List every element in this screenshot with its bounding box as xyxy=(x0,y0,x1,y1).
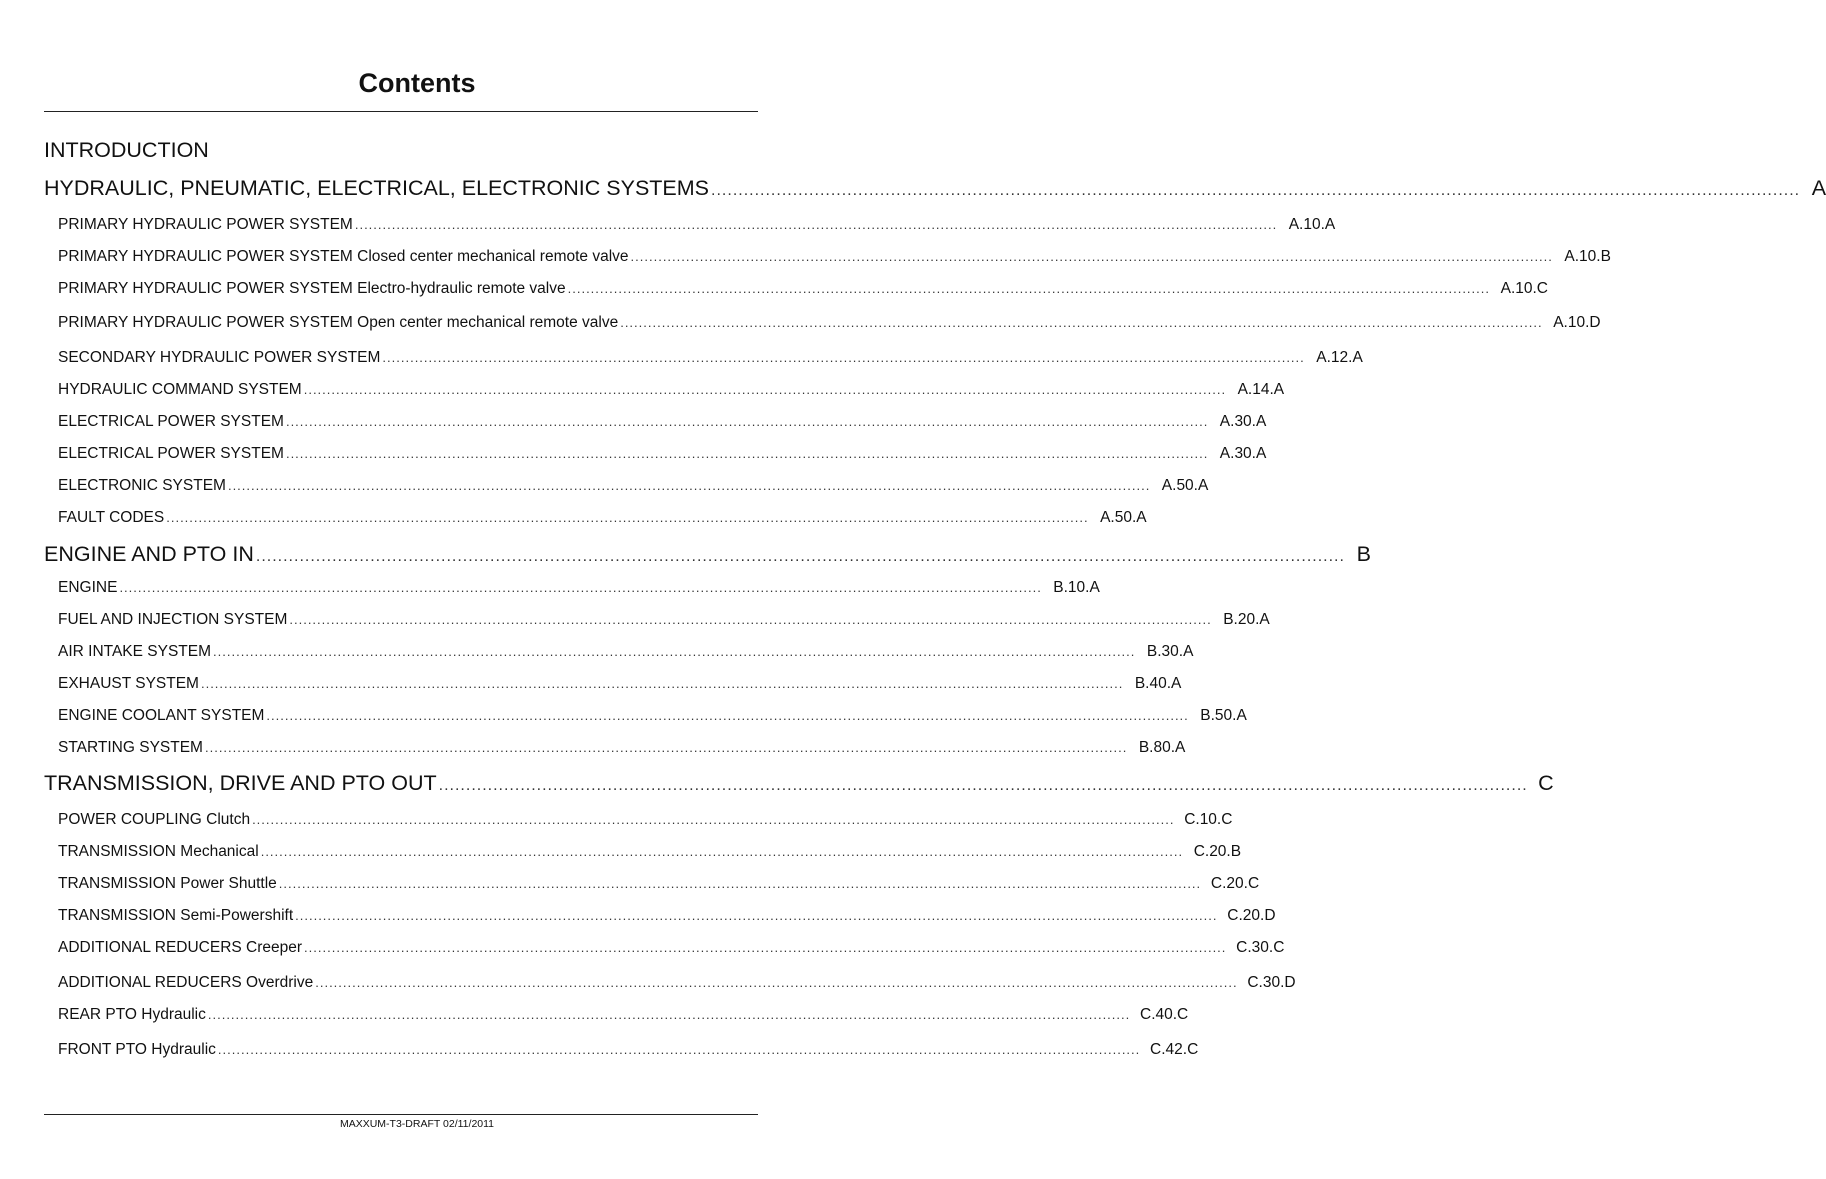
dot-leader: ........................................................................................................................................................................................................ xyxy=(303,382,1227,397)
dot-leader: ........................................................................................................................................................................................................ xyxy=(260,844,1184,859)
page-title: Contents xyxy=(358,68,476,98)
toc-entry-page: C.30.D xyxy=(1247,974,1296,991)
toc-entry-title: PRIMARY HYDRAULIC POWER SYSTEM xyxy=(58,216,353,233)
toc-entry-page: B.40.A xyxy=(1134,675,1182,692)
toc-section-entry[interactable] xyxy=(44,138,758,163)
dot-leader: ........................................................................................................................................................................................................ xyxy=(166,510,1089,525)
toc-item-entry[interactable] xyxy=(58,248,1611,266)
toc-entry-title: TRANSMISSION Power Shuttle xyxy=(58,875,277,892)
toc-entry-title: STARTING SYSTEM xyxy=(58,739,203,756)
toc-section-entry[interactable] xyxy=(44,542,1371,567)
toc-entry-page: C.20.D xyxy=(1227,907,1276,924)
toc-entry-page: B.50.A xyxy=(1200,707,1247,724)
toc-entry-page: C xyxy=(1538,771,1554,795)
toc-item-entry[interactable] xyxy=(58,939,1285,957)
dot-leader: ........................................................................................................................................................................................................ xyxy=(217,1042,1141,1057)
toc-entry-page: A.30.A xyxy=(1219,413,1267,430)
toc-item-entry[interactable] xyxy=(58,509,1147,527)
footer-divider xyxy=(44,1114,758,1115)
toc-item-entry[interactable] xyxy=(58,675,1182,693)
dot-leader: ........................................................................................................................................................................................................ xyxy=(438,777,1528,794)
dot-leader: ........................................................................................................................................................................................................ xyxy=(354,217,1278,232)
toc-entry-title: ENGINE xyxy=(58,579,118,596)
toc-entry-title: FAULT CODES xyxy=(58,509,165,526)
toc-entry-title: REAR PTO Hydraulic xyxy=(58,1006,206,1023)
toc-entry-page: B.10.A xyxy=(1053,579,1100,596)
toc-item-entry[interactable] xyxy=(58,739,1186,757)
toc-entry-page: A.10.A xyxy=(1288,216,1336,233)
toc-item-entry[interactable] xyxy=(58,843,1242,861)
dot-leader: ........................................................................................................................................................................................................ xyxy=(315,975,1238,990)
toc-entry-page: C.20.C xyxy=(1210,875,1260,892)
toc-entry-title: INTRODUCTION xyxy=(44,138,209,162)
toc-entry-page: C.20.B xyxy=(1193,843,1242,860)
dot-leader: ........................................................................................................................................................................................................ xyxy=(255,548,1345,565)
toc-entry-title: TRANSMISSION Semi-Powershift xyxy=(58,907,294,924)
toc-item-entry[interactable] xyxy=(58,707,1247,725)
toc-section-entry[interactable] xyxy=(44,176,1826,201)
dot-leader: ........................................................................................................................................................................................................ xyxy=(227,478,1151,493)
toc-entry-title: HYDRAULIC, PNEUMATIC, ELECTRICAL, ELECTRONIC SYSTEMS xyxy=(44,176,710,200)
toc-entry-title: ENGINE COOLANT SYSTEM xyxy=(58,707,265,724)
toc-item-entry[interactable] xyxy=(58,216,1336,234)
toc-entry-page: A.14.A xyxy=(1237,381,1285,398)
toc-entry-title: HYDRAULIC COMMAND SYSTEM xyxy=(58,381,302,398)
toc-entry-page: A.50.A xyxy=(1161,477,1209,494)
dot-leader: ........................................................................................................................................................................................................ xyxy=(289,612,1212,627)
dot-leader: ........................................................................................................................................................................................................ xyxy=(200,676,1124,691)
toc-entry-title: SECONDARY HYDRAULIC POWER SYSTEM xyxy=(58,349,381,366)
toc-item-entry[interactable] xyxy=(58,579,1100,597)
dot-leader: ........................................................................................................................................................................................................ xyxy=(630,249,1553,264)
toc-entry-title: ELECTRICAL POWER SYSTEM xyxy=(58,445,284,462)
toc-entry-page: A.12.A xyxy=(1316,349,1363,366)
toc-entry-page: C.42.C xyxy=(1150,1041,1199,1058)
dot-leader: ........................................................................................................................................................................................................ xyxy=(304,940,1227,955)
toc-item-entry[interactable] xyxy=(58,1041,1199,1059)
toc-entry-title: PRIMARY HYDRAULIC POWER SYSTEM Electro-hydraulic remote valve xyxy=(58,280,566,297)
toc-item-entry[interactable] xyxy=(58,413,1267,431)
toc-entry-title: FUEL AND INJECTION SYSTEM xyxy=(58,611,288,628)
toc-entry-title: POWER COUPLING Clutch xyxy=(58,811,251,828)
toc-entry-title: PRIMARY HYDRAULIC POWER SYSTEM Open center mechanical remote valve xyxy=(58,314,619,331)
toc-item-entry[interactable] xyxy=(58,811,1233,829)
toc-entry-page: C.40.C xyxy=(1140,1006,1189,1023)
dot-leader: ........................................................................................................................................................................................................ xyxy=(382,350,1305,365)
toc-entry-page: C.30.C xyxy=(1236,939,1285,956)
toc-entry-title: TRANSMISSION, DRIVE AND PTO OUT xyxy=(44,771,437,795)
toc-item-entry[interactable] xyxy=(58,477,1209,495)
toc-section-entry[interactable] xyxy=(44,771,1554,796)
page-footer: MAXXUM-T3-DRAFT 02/11/2011 xyxy=(339,1118,495,1130)
toc-entry-page: B.20.A xyxy=(1223,611,1270,628)
toc-entry-title: ADDITIONAL REDUCERS Overdrive xyxy=(58,974,314,991)
toc-item-entry[interactable] xyxy=(58,974,1296,992)
toc-item-entry[interactable] xyxy=(58,381,1285,399)
dot-leader: ........................................................................................................................................................................................................ xyxy=(204,740,1128,755)
toc-entry-title: FRONT PTO Hydraulic xyxy=(58,1041,216,1058)
toc-item-entry[interactable] xyxy=(58,280,1548,298)
dot-leader: ........................................................................................................................................................................................................ xyxy=(207,1007,1131,1022)
toc-entry-page: A xyxy=(1811,176,1826,200)
toc-entry-page: A.30.A xyxy=(1219,445,1267,462)
toc-entry-page: C.10.C xyxy=(1184,811,1233,828)
dot-leader: ........................................................................................................................................................................................................ xyxy=(278,876,1202,891)
toc-item-entry[interactable] xyxy=(58,349,1363,367)
toc-entry-page: A.50.A xyxy=(1100,509,1147,526)
toc-entry-title: TRANSMISSION Mechanical xyxy=(58,843,259,860)
dot-leader: ........................................................................................................................................................................................................ xyxy=(711,182,1801,199)
dot-leader: ........................................................................................................................................................................................................ xyxy=(285,446,1209,461)
toc-entry-title: ELECTRONIC SYSTEM xyxy=(58,477,226,494)
dot-leader: ........................................................................................................................................................................................................ xyxy=(266,708,1189,723)
toc-item-entry[interactable] xyxy=(58,1006,1189,1024)
toc-item-entry[interactable] xyxy=(58,314,1601,332)
dot-leader: ........................................................................................................................................................................................................ xyxy=(213,644,1136,659)
toc-entry-page: A.10.B xyxy=(1564,248,1611,265)
toc-item-entry[interactable] xyxy=(58,611,1270,629)
toc-entry-page: B xyxy=(1356,542,1371,566)
toc-entry-title: PRIMARY HYDRAULIC POWER SYSTEM Closed center mechanical remote valve xyxy=(58,248,629,265)
dot-leader: ........................................................................................................................................................................................................ xyxy=(295,908,1218,923)
dot-leader: ........................................................................................................................................................................................................ xyxy=(567,281,1490,296)
toc-item-entry[interactable] xyxy=(58,875,1260,893)
toc-item-entry[interactable] xyxy=(58,643,1194,661)
toc-entry-page: B.80.A xyxy=(1138,739,1186,756)
dot-leader: ........................................................................................................................................................................................................ xyxy=(620,315,1543,330)
dot-leader: ........................................................................................................................................................................................................ xyxy=(285,414,1209,429)
toc-entry-title: EXHAUST SYSTEM xyxy=(58,675,199,692)
toc-item-entry[interactable] xyxy=(58,907,1276,925)
dot-leader: ........................................................................................................................................................................................................ xyxy=(119,580,1042,595)
toc-entry-page: A.10.C xyxy=(1500,280,1548,297)
toc-entry-page: A.10.D xyxy=(1553,314,1601,331)
toc-entry-title: ENGINE AND PTO IN xyxy=(44,542,254,566)
toc-entry-title: ADDITIONAL REDUCERS Creeper xyxy=(58,939,303,956)
toc-entry-title: AIR INTAKE SYSTEM xyxy=(58,643,212,660)
toc-entry-title: ELECTRICAL POWER SYSTEM xyxy=(58,413,284,430)
dot-leader: ........................................................................................................................................................................................................ xyxy=(252,812,1175,827)
toc-entry-page: B.30.A xyxy=(1146,643,1194,660)
toc-item-entry[interactable] xyxy=(58,445,1267,463)
